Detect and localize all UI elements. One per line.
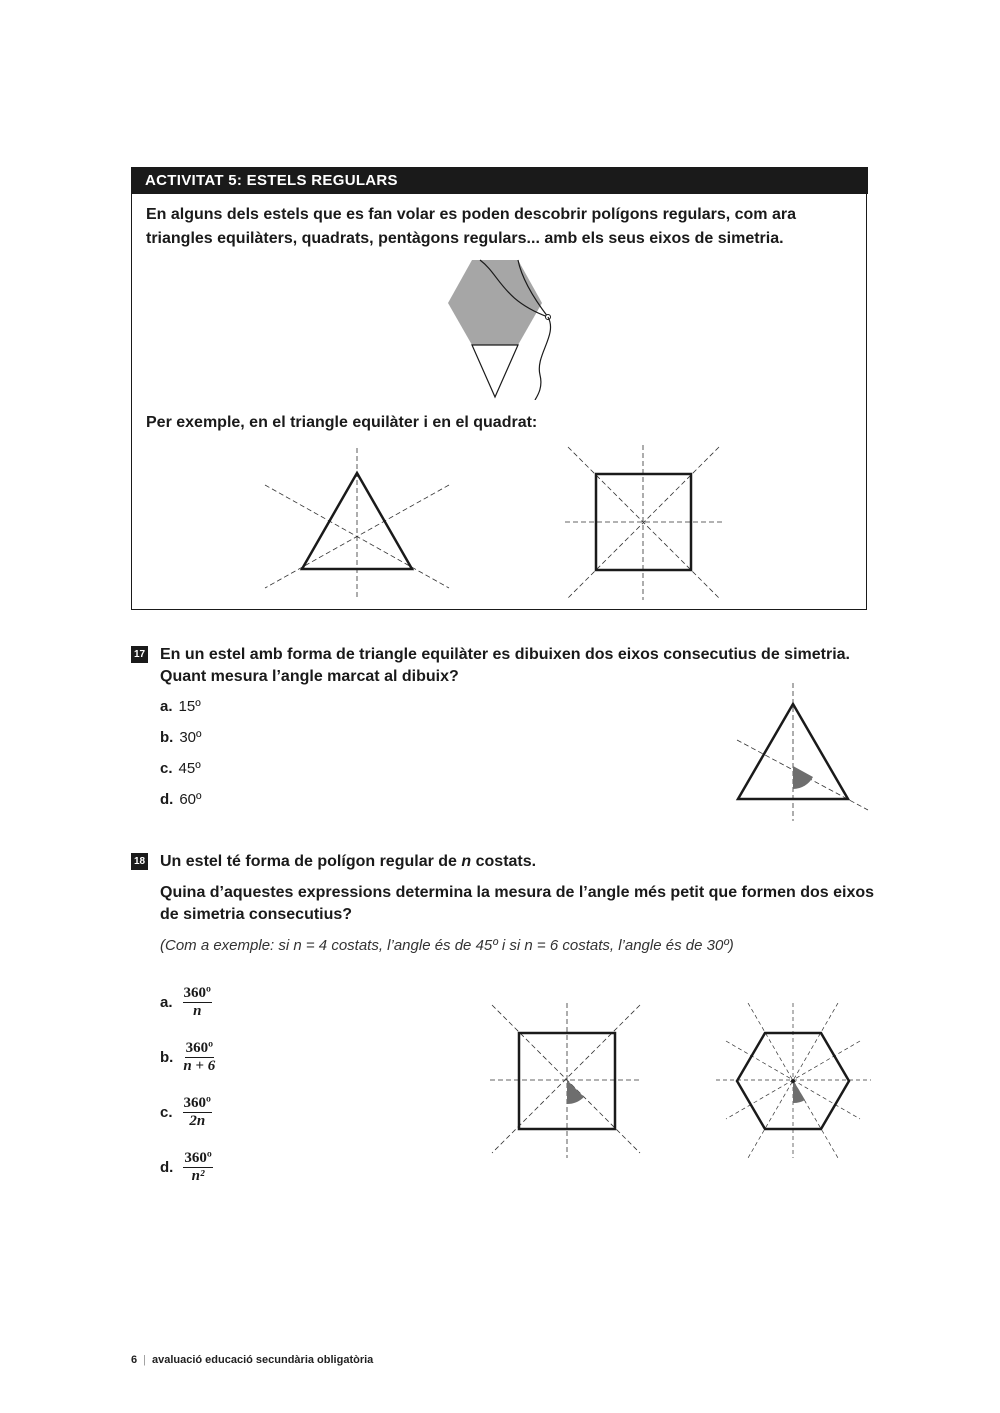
activity-intro: En alguns dels estels que es fan volar es poden descobrir polígons regulars, com ara triangles equilàters, quadrats, pentàgons regulars... amb els seus eixos de simetria. bbox=[146, 206, 796, 247]
option-value: 45º bbox=[178, 760, 201, 777]
question-17-text: En un estel amb forma de triangle equilàter es dibuixen dos eixos consecutius de simetria. Quant mesura l’angle marcat al dibuix? bbox=[160, 646, 850, 685]
footer-text: avaluació educació secundària obligatòria bbox=[151, 1354, 374, 1366]
option-letter: a. bbox=[160, 698, 173, 715]
option-value: 15º bbox=[178, 698, 201, 715]
fraction bbox=[183, 1040, 215, 1075]
example-text: Per exemple, en el triangle equilàter i en el quadrat: bbox=[146, 414, 538, 431]
triangle-symmetry-figure bbox=[262, 448, 452, 598]
q18-variable: n bbox=[461, 853, 472, 870]
activity-title: ACTIVITAT 5: ESTELS REGULARS bbox=[131, 167, 868, 194]
option-value: 30º bbox=[179, 729, 202, 746]
fraction-denominator: n bbox=[193, 1003, 202, 1019]
option-letter: d. bbox=[160, 1159, 174, 1176]
question-17-number: 17 bbox=[131, 646, 148, 663]
question-18-note: (Com a exemple: si n = 4 costats, l’angle és de 45º i si n = 6 costats, l’angle és de 30º) bbox=[160, 937, 734, 954]
fraction-denominator: 2n bbox=[189, 1113, 206, 1129]
fraction-numerator: 360º bbox=[184, 1150, 212, 1166]
question-18-number: 18 bbox=[131, 853, 148, 870]
q18-option-d[interactable] bbox=[160, 1150, 213, 1185]
question-18-line1 bbox=[160, 851, 536, 873]
option-value: 60º bbox=[179, 791, 202, 808]
fraction-numerator: 360º bbox=[185, 1040, 214, 1056]
page-footer bbox=[131, 1354, 373, 1366]
q17-option-c[interactable] bbox=[160, 760, 201, 777]
q18-hexagon-figure bbox=[716, 1003, 871, 1158]
question-18-text: Quina d’aquestes expressions determina la mesura de l’angle més petit que formen dos eixos de simetria consecutius? bbox=[160, 884, 875, 923]
q18-option-a[interactable] bbox=[160, 985, 212, 1020]
q18-line1-start: Un estel té forma de polígon regular de bbox=[160, 853, 462, 870]
fraction-numerator: 360º bbox=[183, 985, 211, 1001]
q18-option-b[interactable] bbox=[160, 1040, 215, 1075]
footer-separator: | bbox=[143, 1354, 146, 1366]
option-letter: c. bbox=[160, 1104, 173, 1121]
fraction bbox=[183, 985, 212, 1020]
q18-line1-end: costats. bbox=[471, 853, 537, 870]
fraction-denominator: n + 6 bbox=[183, 1058, 216, 1074]
option-letter: b. bbox=[160, 1049, 174, 1066]
q17-triangle-figure bbox=[732, 683, 872, 823]
option-letter: a. bbox=[160, 994, 173, 1011]
q17-option-a[interactable] bbox=[160, 698, 201, 715]
fraction bbox=[183, 1150, 212, 1185]
q18-square-figure bbox=[490, 1003, 642, 1158]
fraction-denominator: n² bbox=[191, 1168, 205, 1184]
q17-option-b[interactable] bbox=[160, 729, 202, 746]
kite-illustration bbox=[440, 255, 570, 400]
square-symmetry-figure bbox=[565, 445, 722, 600]
option-letter: c. bbox=[160, 760, 173, 777]
option-letter: d. bbox=[160, 791, 174, 808]
fraction-numerator: 360º bbox=[183, 1095, 211, 1111]
q17-option-d[interactable] bbox=[160, 791, 202, 808]
page-number: 6 bbox=[131, 1354, 138, 1366]
fraction bbox=[183, 1095, 212, 1130]
option-letter: b. bbox=[160, 729, 174, 746]
q18-option-c[interactable] bbox=[160, 1095, 212, 1130]
